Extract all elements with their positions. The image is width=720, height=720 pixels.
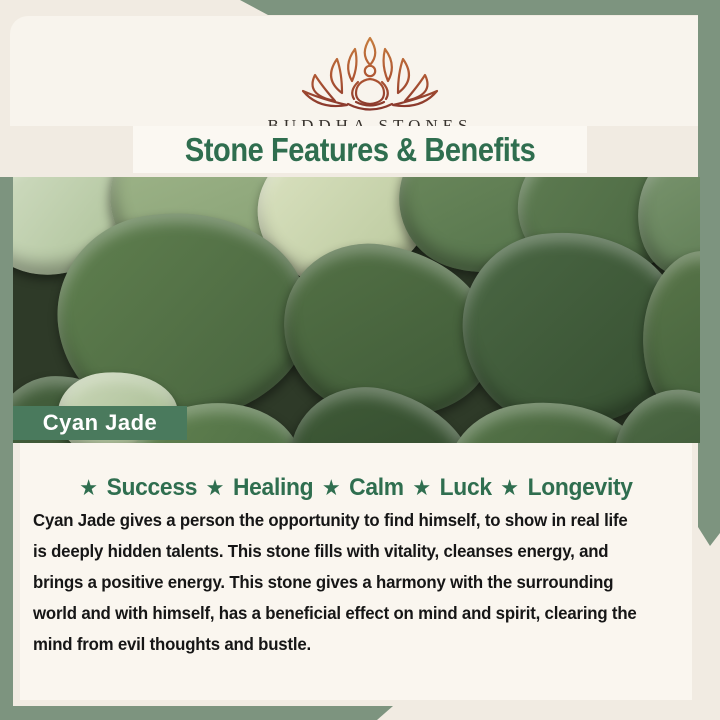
lotus-meditation-icon bbox=[295, 35, 445, 119]
page-title: Stone Features & Benefits bbox=[184, 130, 536, 168]
benefit-item: Success bbox=[106, 474, 198, 501]
bottom-accent-ribbon bbox=[0, 706, 393, 720]
description-line: world and with himself, has a beneficial effect on mind and spirit, clearing the bbox=[33, 603, 637, 623]
description-line: mind from evil thoughts and bustle. bbox=[33, 634, 311, 654]
star-icon: ★ bbox=[79, 475, 99, 500]
jade-stones-photo bbox=[13, 177, 700, 443]
benefit-item: Calm bbox=[349, 474, 404, 501]
left-accent-ribbon bbox=[0, 177, 13, 720]
top-accent-ribbon bbox=[0, 0, 720, 15]
benefit-item: Luck bbox=[439, 474, 492, 501]
stone-description bbox=[33, 505, 693, 660]
content-panel bbox=[20, 443, 692, 700]
star-icon: ★ bbox=[321, 475, 341, 500]
description-line: is deeply hidden talents. This stone fills with vitality, cleanses energy, and bbox=[33, 541, 609, 561]
title-banner bbox=[133, 126, 587, 173]
star-icon: ★ bbox=[205, 475, 225, 500]
description-line: Cyan Jade gives a person the opportunity to find himself, to show in real life bbox=[33, 510, 628, 530]
star-icon: ★ bbox=[412, 475, 432, 500]
benefit-item: Healing bbox=[232, 474, 314, 501]
description-line: brings a positive energy. This stone gives a harmony with the surrounding bbox=[33, 572, 614, 592]
benefit-item: Longevity bbox=[527, 474, 633, 501]
stone-name-badge bbox=[13, 406, 187, 440]
stone-name-label: Cyan Jade bbox=[42, 410, 158, 435]
star-icon: ★ bbox=[500, 475, 520, 500]
benefits-line bbox=[37, 474, 675, 502]
header-panel bbox=[10, 16, 698, 126]
right-accent-ribbon bbox=[698, 0, 720, 546]
